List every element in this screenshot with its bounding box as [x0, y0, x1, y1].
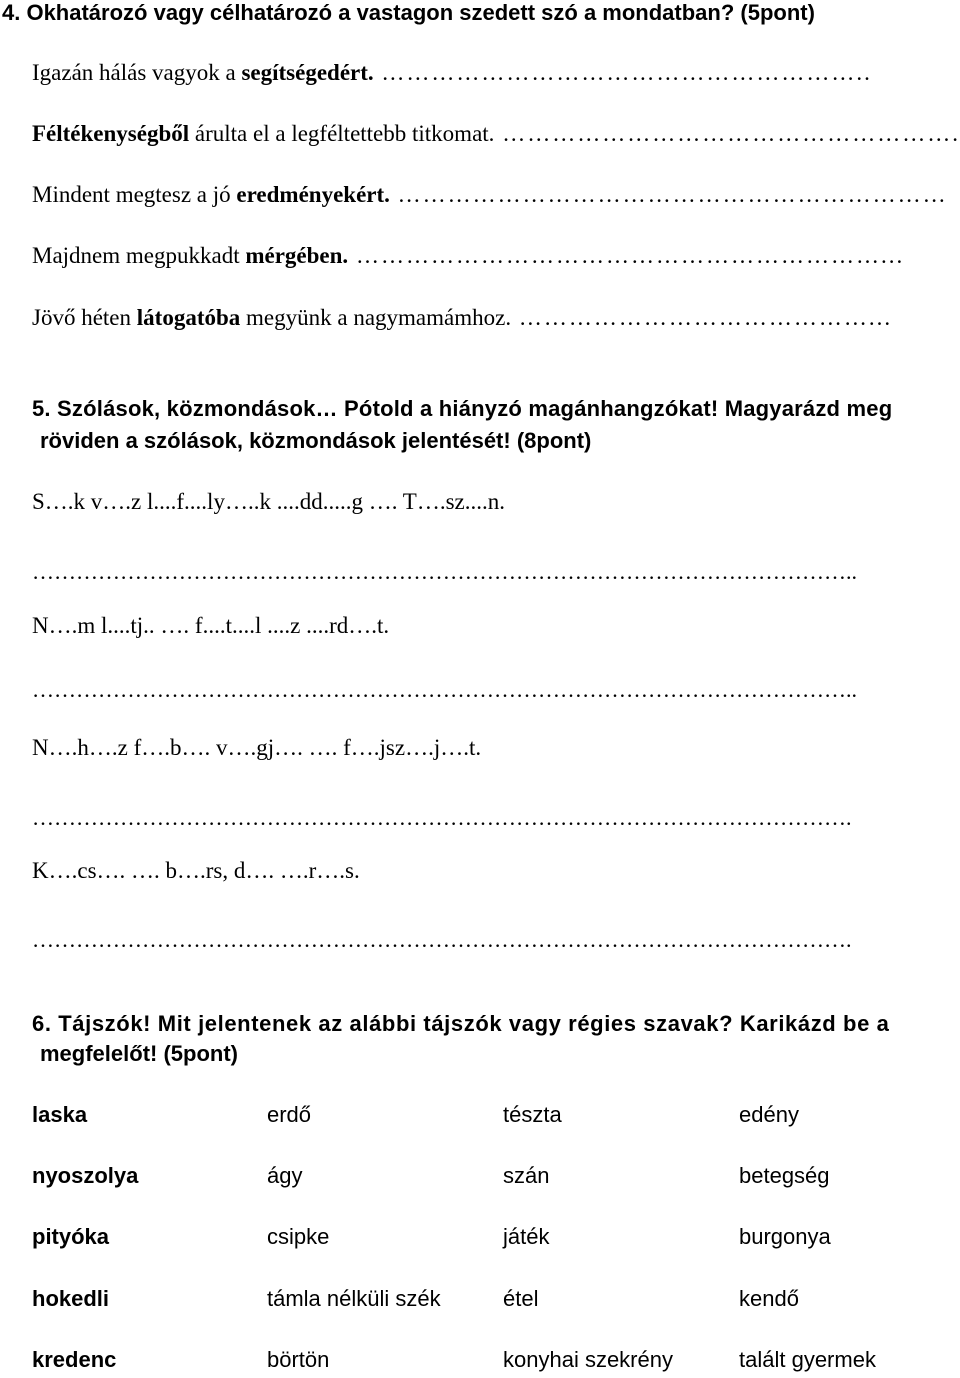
q4-sentence-4: Majdnem megpukkadt mérgében. ………………………………………………………... [32, 243, 905, 268]
q6-word: kredenc [32, 1347, 117, 1372]
q4-sentence-3: Mindent megtesz a jó eredményekért. ………………………………………………………… [32, 182, 948, 207]
q5-item-2-text: N….m l....tj.. …. f....t....l ....z ....rd….t. [32, 613, 390, 638]
q6-option[interactable]: támla nélküli szék [267, 1286, 441, 1311]
q6-word: hokedli [32, 1286, 110, 1311]
q6-title: 6. Tájszók! Mit jelentenek az alábbi tájszók vagy régies szavak? Karikázd be a [32, 1011, 890, 1036]
q6-option[interactable]: konyhai szekrény [503, 1347, 673, 1372]
q6-option[interactable]: tészta [503, 1102, 562, 1127]
q6-option[interactable]: edény [739, 1102, 799, 1127]
q6-option[interactable]: étel [503, 1286, 539, 1311]
q5-item-3-answer[interactable]: …………………………………………………………………………………………………. [32, 806, 852, 830]
answer-blank[interactable]: ………………………………………………. [494, 121, 960, 146]
q5-item-2-answer[interactable]: ………………………………………………………………………………………………….. [32, 678, 857, 702]
q6-option[interactable]: burgonya [739, 1224, 831, 1249]
q6-option[interactable]: börtön [267, 1347, 330, 1372]
q6-title-continued: megfelelőt! (5pont) [40, 1041, 238, 1066]
q4-sentence-2: Féltékenységből árulta el a legféltettebb titkomat. ………………………………………………. [32, 121, 960, 146]
q6-option[interactable]: játék [503, 1224, 550, 1249]
answer-blank[interactable]: ………………………………………………………... [348, 243, 905, 268]
q4-sentence-1: Igazán hálás vagyok a segítségedért. ………………………………………………….. [32, 60, 872, 85]
q4-sentence-5: Jövő héten látogatóba megyünk a nagymamámhoz. ……………………………………... [32, 305, 893, 330]
q4-title: 4. Okhatározó vagy célhatározó a vastagon szedett szó a mondatban? (5pont) [2, 0, 815, 25]
q5-item-4-text: K….cs…. …. b….rs, d…. ….r….s. [32, 858, 360, 883]
q6-option[interactable]: talált gyermek [739, 1347, 876, 1372]
q6-word: pityóka [32, 1224, 110, 1249]
q6-word: nyoszolya [32, 1163, 139, 1188]
q6-option[interactable]: kendő [739, 1286, 799, 1311]
q5-item-4-answer[interactable]: …………………………………………………………………………………………………. [32, 928, 852, 952]
q6-option[interactable]: csipke [267, 1224, 330, 1249]
q5-item-1-text: S….k v….z l....f....ly…..k ....dd.....g …. T….sz....n. [32, 489, 505, 514]
q6-option[interactable]: betegség [739, 1163, 830, 1188]
q5-item-3-text: N….h….z f….b…. v….gj…. …. f….jsz….j….t. [32, 735, 482, 760]
answer-blank[interactable]: ………………………………………………………… [389, 182, 948, 207]
q6-word: laska [32, 1102, 88, 1127]
answer-blank[interactable]: ………………………………………………….. [373, 60, 872, 85]
q6-option[interactable]: szán [503, 1163, 550, 1188]
q5-title: 5. Szólások, közmondások… Pótold a hiányzó magánhangzókat! Magyarázd meg [32, 396, 893, 421]
q5-item-1-answer[interactable]: ………………………………………………………………………………………………….. [32, 560, 857, 584]
q6-option[interactable]: erdő [267, 1102, 312, 1127]
q6-option[interactable]: ágy [267, 1163, 303, 1188]
answer-blank[interactable]: ……………………………………... [511, 305, 893, 330]
q5-title-continued: röviden a szólások, közmondások jelentését! (8pont) [40, 428, 592, 453]
